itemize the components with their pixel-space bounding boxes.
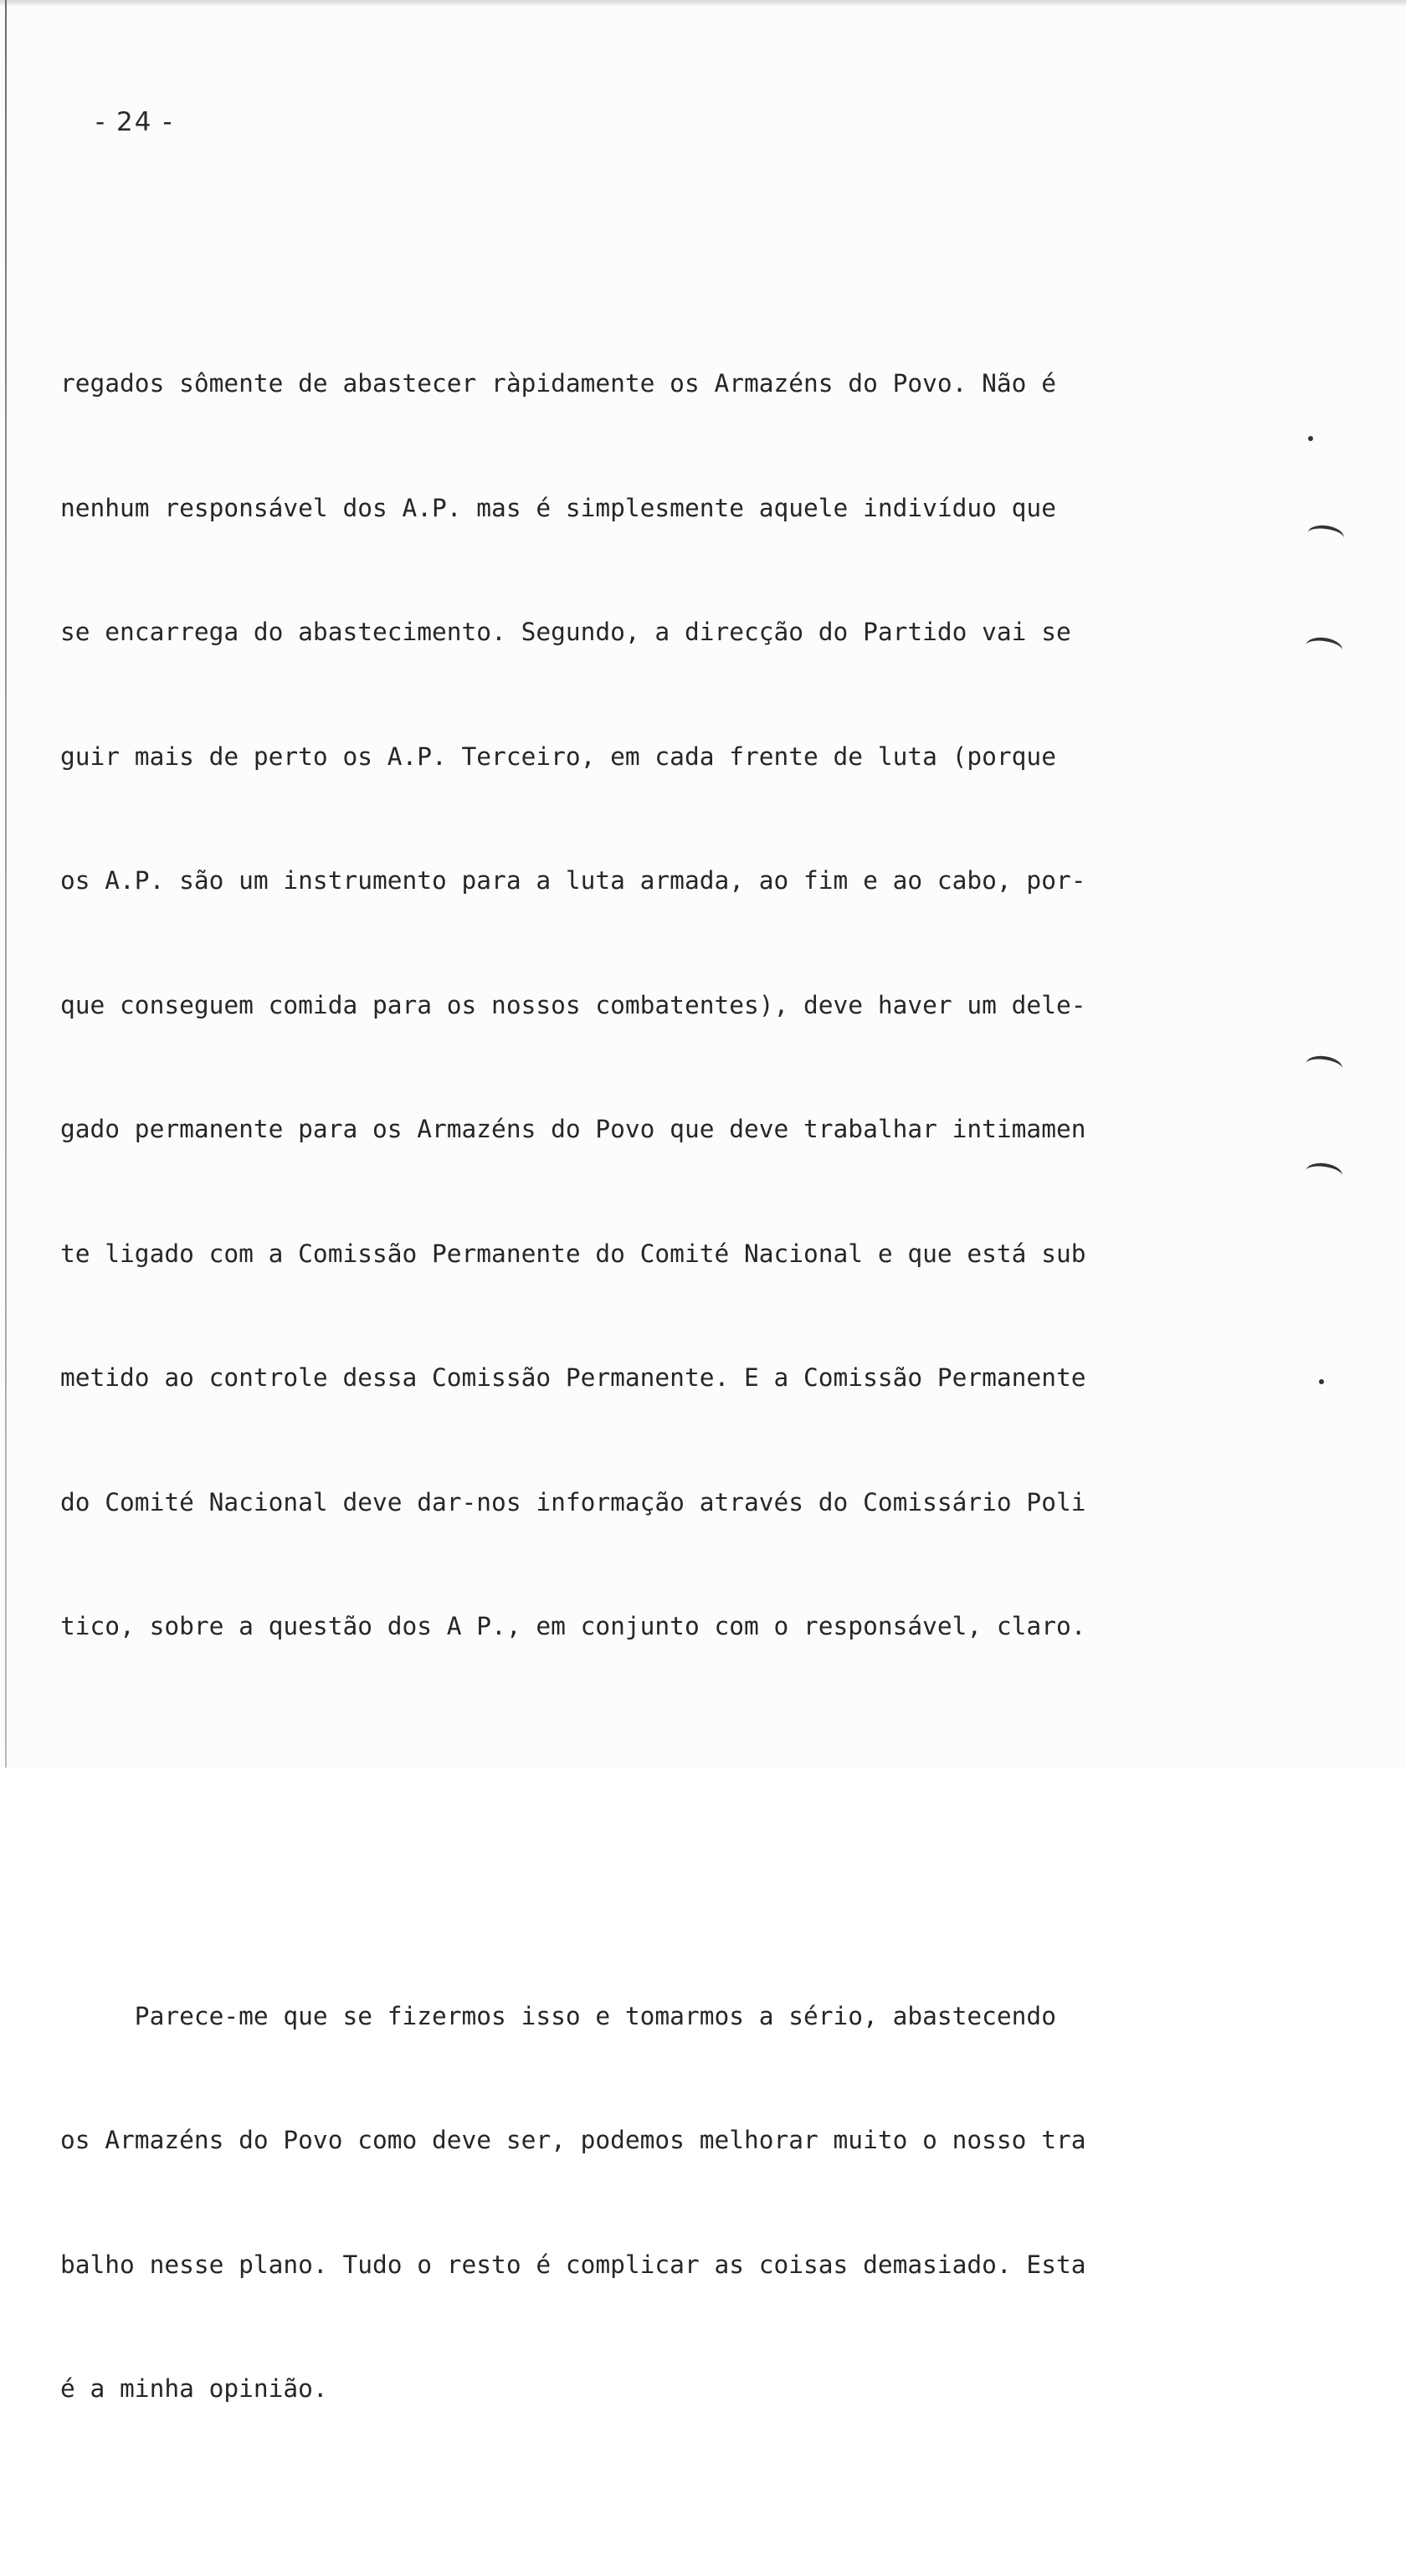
binder-mark [1306,523,1346,548]
page-number: - 24 - [95,107,174,137]
scan-speck [1308,436,1313,441]
scan-top-edge [0,0,1406,7]
text-line: metido ao controle dessa Comissão Permanente. E a Comissão Permanente [60,1363,1086,1392]
text-line: guir mais de perto os A.P. Terceiro, em cada frente de luta (porque [60,741,1056,771]
scan-left-edge [5,0,7,1768]
binder-mark [1305,1054,1344,1079]
binder-mark [1305,635,1344,660]
paragraph-gap [60,1814,1265,1830]
paragraph-1 [60,280,1265,1731]
paragraph-2 [60,1913,1265,2493]
scan-speck [1319,1379,1324,1384]
binder-mark [1305,1161,1344,1186]
text-line: gado permanente para os Armazéns do Povo que deve trabalhar intimamen [60,1115,1086,1143]
text-line: balho nesse plano. Tudo o resto é complicar as coisas demasiado. Esta [60,2250,1086,2279]
text-line: se encarrega do abastecimento. Segundo, a direcção do Partido vai se [60,618,1071,646]
text-line: os A.P. são um instrumento para a luta armada, ao fim e ao cabo, por- [60,866,1086,895]
text-line: Parece-me que se fizermos isso e tomarmos a sério, abastecendo [60,2001,1056,2030]
text-line: nenhum responsável dos A.P. mas é simplesmente aquele indivíduo que [60,493,1056,522]
text-line: os Armazéns do Povo como deve ser, podemos melhorar muito o nosso tra [60,2126,1086,2154]
text-line: tico, sobre a questão dos A P., em conjunto com o responsável, claro. [60,1612,1086,1640]
text-line: é a minha opinião. [60,2374,328,2403]
text-line: te ligado com a Comissão Permanente do Comité Nacional e que está sub [60,1239,1086,1268]
text-line: regados sômente de abastecer ràpidamente os Armazéns do Povo. Não é [60,369,1056,398]
text-line: do Comité Nacional deve dar-nos informação através do Comissário Poli [60,1487,1086,1516]
document-body [60,198,1265,2576]
text-line: que conseguem comida para os nossos combatentes), deve haver um dele- [60,990,1086,1019]
